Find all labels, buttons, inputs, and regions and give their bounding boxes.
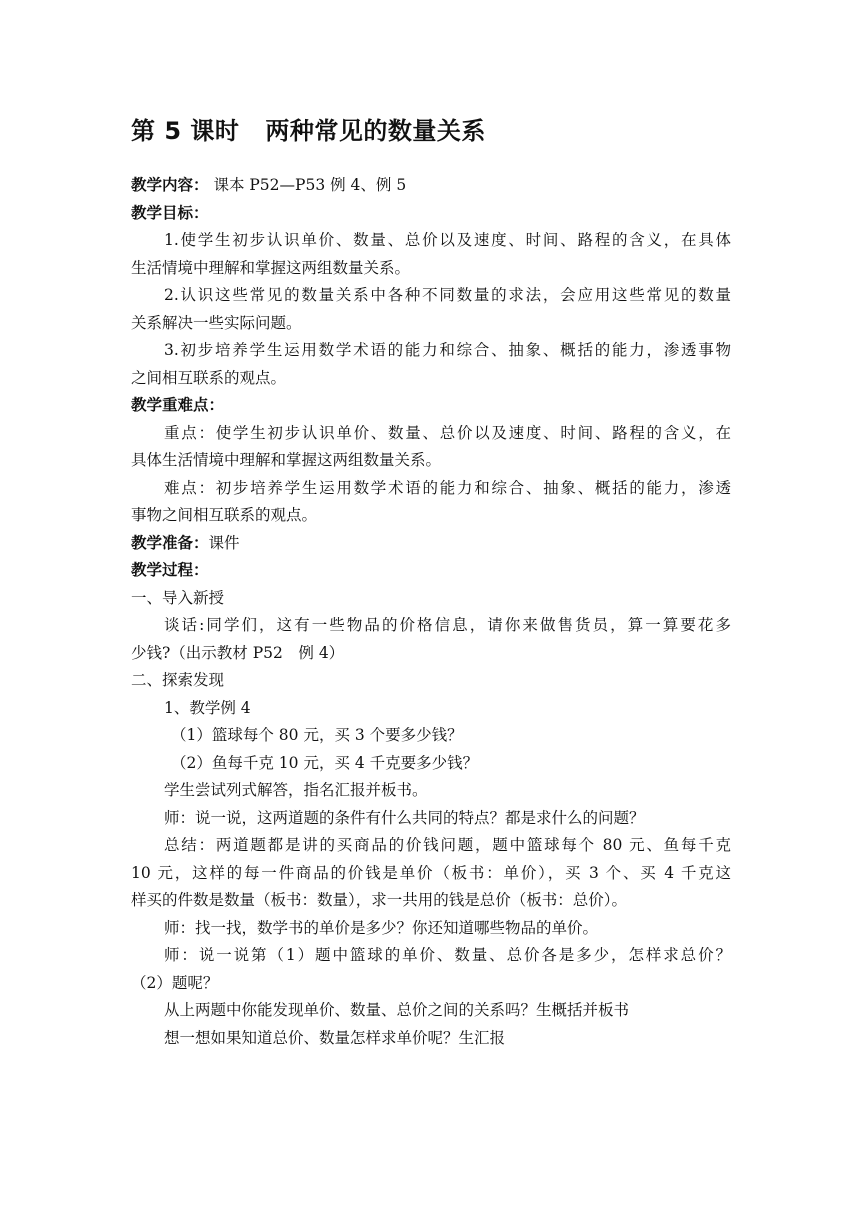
paragraph-line: （1）篮球每个 80 元，买 3 个要多少钱？ xyxy=(171,726,463,744)
paragraph-line: 学生尝试列式解答，指名汇报并板书。 xyxy=(164,781,428,799)
section-heading: 一、导入新授 xyxy=(131,588,225,607)
key-point-line: 难点：初步培养学生运用数学术语的能力和综合、抽象、概括的能力，渗透 xyxy=(164,478,731,497)
goal-line: 1.使学生初步认识单价、数量、总价以及速度、时间、路程的含义，在具体 xyxy=(164,231,731,249)
content-label: 教学内容： xyxy=(131,176,209,194)
content-value: 课本 P52—P53 例 4、例 5 xyxy=(208,176,407,194)
goal-line: 之间相互联系的观点。 xyxy=(131,368,287,387)
prep-row xyxy=(131,530,731,558)
section-heading: 二、探索发现 xyxy=(131,671,225,689)
goal-line: 2.认识这些常见的数量关系中各种不同数量的求法，会应用这些常见的数量 xyxy=(164,286,731,304)
goal-line: 关系解决一些实际问题。 xyxy=(131,313,302,332)
paragraph-line: 师：说一说第（1）题中篮球的单价、数量、总价各是多少，怎样求总价？ xyxy=(164,946,731,964)
lesson-topic: 两种常见的数量关系 xyxy=(265,117,486,145)
key-point-line: 重点：使学生初步认识单价、数量、总价以及速度、时间、路程的含义，在 xyxy=(164,423,731,442)
key-point-line: 事物之间相互联系的观点。 xyxy=(131,506,318,524)
prep-value: 课件 xyxy=(208,533,240,552)
paragraph-line: （2）鱼每千克 10 元，买 4 千克要多少钱？ xyxy=(171,753,479,772)
goals-heading: 教学目标： xyxy=(131,203,209,222)
paragraph-line: 师：找一找，数学书的单价是多少？你还知道哪些物品的单价。 xyxy=(164,918,599,937)
paragraph-line: 总结：两道题都是讲的买商品的价钱问题，题中篮球每个 80 元、鱼每千克 xyxy=(164,836,731,854)
paragraph-line: 谈话:同学们，这有一些物品的价格信息，请你来做售货员，算一算要花多 xyxy=(164,616,731,634)
prep-label: 教学准备： xyxy=(131,533,209,552)
key-points-heading: 教学重难点： xyxy=(131,396,225,414)
goal-line: 生活情境中理解和掌握这两组数量关系。 xyxy=(131,258,411,277)
goal-line: 3.初步培养学生运用数学术语的能力和综合、抽象、概括的能力，渗透事物 xyxy=(164,341,731,359)
lesson-number: 第 5 课时 xyxy=(131,117,240,145)
paragraph-line: 样买的件数是数量（板书：数量），求一共用的钱是总价（板书：总价）。 xyxy=(131,891,628,909)
key-point-line: 具体生活情境中理解和掌握这两组数量关系。 xyxy=(131,451,442,469)
paragraph-line: 从上两题中你能发现单价、数量、总价之间的关系吗？生概括并板书 xyxy=(164,1001,630,1019)
paragraph-line: （2）题呢？ xyxy=(131,973,219,992)
lesson-body xyxy=(131,172,731,1052)
paragraph-line: 想一想如果知道总价、数量怎样求单价呢？生汇报 xyxy=(164,1028,506,1047)
lesson-title xyxy=(131,111,486,146)
content-row xyxy=(131,172,731,200)
paragraph-line: 1、教学例 4 xyxy=(164,698,251,717)
paragraph-line: 少钱?（出示教材 P52 例 4） xyxy=(131,643,345,662)
paragraph-line: 师：说一说，这两道题的条件有什么共同的特点？都是求什么的问题？ xyxy=(164,808,645,827)
paragraph-line: 10 元，这样的每一件商品的价钱是单价（板书：单价），买 3 个、买 4 千克这 xyxy=(131,863,731,882)
process-heading: 教学过程： xyxy=(131,561,209,579)
